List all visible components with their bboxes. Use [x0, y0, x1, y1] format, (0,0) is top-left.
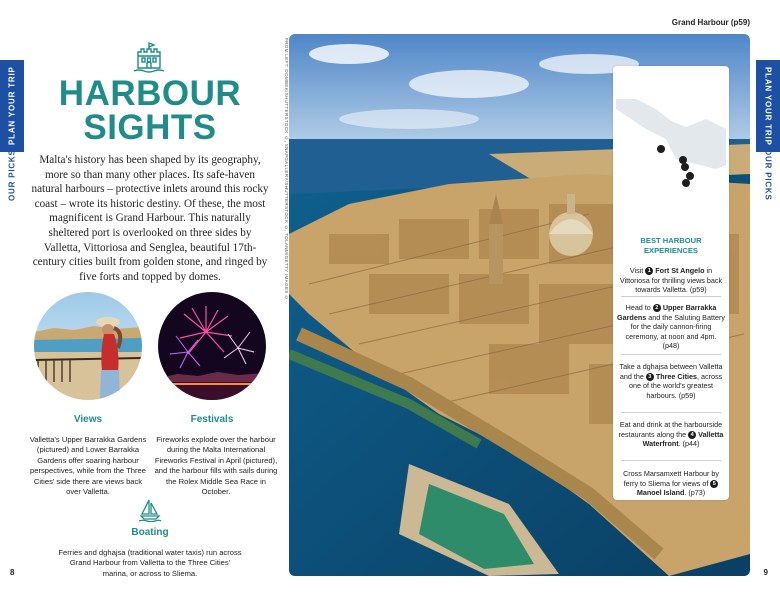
views-text: Valletta's Upper Barrakka Gardens (pictured) and Lower Barrakka Gardens offer soaring harbour perspectives, while from the Three Cities' side there are views back over Valletta. — [29, 435, 147, 497]
experience-item — [617, 469, 725, 498]
festivals-heading: Festivals — [190, 414, 234, 425]
experience-item — [617, 420, 725, 449]
festivals-text: Fireworks explode over the harbour during the Malta International Fireworks Festival in April (pictured), and the harbour fills with sails during the Rolex Middle Sea Race in October. — [154, 435, 278, 497]
castle-icon — [130, 38, 168, 76]
experience-number: 1 — [645, 267, 653, 275]
experience-text-before: Cross Marsamxett Harbour by ferry to Sliema for views of — [623, 469, 719, 488]
experience-number: 3 — [646, 373, 654, 381]
experience-number: 2 — [653, 304, 661, 312]
experience-place: Fort St Angelo — [655, 266, 705, 275]
experience-place: Upper Barrakka Gardens — [617, 303, 717, 322]
experience-number: 4 — [688, 431, 696, 439]
box-heading-line1: BEST HARBOUR — [640, 236, 702, 245]
festivals-photo — [158, 292, 266, 400]
experience-place: Three Cities — [655, 371, 697, 381]
experience-text-after: . (p73) — [684, 488, 706, 498]
intro-paragraph: Malta's history has been shaped by its geography, more so than many other places. Its safe-haven natural harbours – protective inlets around this rocky coast – wrote its historic destiny. Of these, the most magnificent is Grand Harbour. This naturally sheltered port is overlooked on three sides by Valletta, Vittoriosa and Senglea, beautiful 17th-century cities built from golden stone, and ringed by five forts and topped by domes. — [31, 154, 269, 283]
experience-item — [617, 266, 725, 295]
experience-place: Valletta Waterfront — [642, 429, 724, 449]
experience-text-after: in Vittoriosa for thrilling views back towards Valletta. (p59) — [619, 266, 723, 295]
experience-item — [617, 303, 725, 351]
page-title-line2: SIGHTS — [83, 108, 217, 147]
harbour-map — [616, 69, 726, 227]
divider — [621, 460, 721, 461]
experience-number: 5 — [710, 480, 718, 488]
sailboat-icon — [138, 498, 162, 522]
experience-item — [617, 362, 725, 400]
best-harbour-experiences-box — [613, 66, 729, 500]
experience-text-after: , across one of the world's greatest harbours. (p59) — [628, 371, 723, 400]
experience-text-after: and the Saluting Battery for the daily cannon-firing ceremony, at noon and 4pm. (p48) — [625, 312, 725, 351]
experience-text-before: Visit — [629, 266, 644, 275]
left-our-picks-label: OUR PICKS — [7, 149, 17, 201]
experience-text-before: Head to — [625, 303, 651, 312]
left-page-number: 8 — [10, 568, 15, 577]
page-title-line1: HARBOUR — [58, 74, 242, 113]
experience-place: Manoel Island — [636, 488, 685, 498]
divider — [621, 296, 721, 297]
divider — [621, 412, 721, 413]
right-our-picks-label: OUR PICKS — [763, 149, 773, 201]
experience-text-before: Eat and drink at the harbourside restaurants along the — [618, 420, 723, 439]
experience-text-before: Take a dghajsa between Valletta and the — [619, 362, 723, 381]
grand-harbour-reference: Grand Harbour (p59) — [671, 18, 750, 27]
views-photo — [34, 292, 142, 400]
right-page-number: 9 — [763, 568, 768, 577]
boating-heading: Boating — [131, 527, 169, 538]
box-heading — [617, 236, 725, 256]
box-heading-line2: EXPERIENCES — [643, 246, 699, 255]
right-plan-your-trip-label: PLAN YOUR TRIP — [763, 66, 773, 146]
boating-text: Ferries and dghajsa (traditional water taxis) run across Grand Harbour from Valletta to the Three Cities' marina, or across to Sliema. — [58, 548, 242, 578]
experience-text-after: . (p44) — [678, 439, 700, 449]
views-heading: Views — [73, 414, 103, 425]
left-plan-your-trip-label: PLAN YOUR TRIP — [7, 66, 17, 146]
photo-credit: FROM LEFT: DOMBEK/SHUTTERSTOCK ©, SNAPGALLERY/SHUTTERSTOCK ©, TOLANM/GETTY IMAGES © — [284, 38, 289, 301]
divider — [621, 354, 721, 355]
